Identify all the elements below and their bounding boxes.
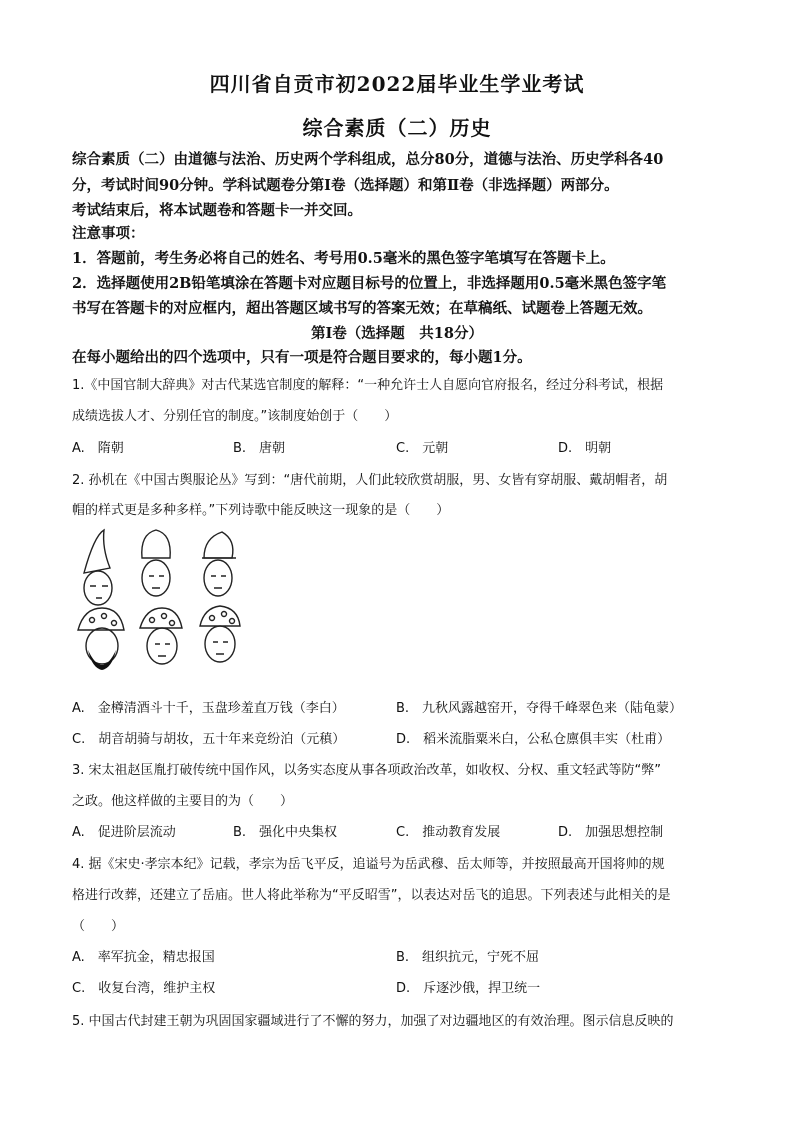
q3-option-d[interactable]: D. 加强思想控制	[558, 825, 664, 840]
notice-item-2b: 书写在答题卡的对应框内，超出答题区域书写的答案无效；在草稿纸、试题卷上答题无效。	[72, 300, 652, 317]
q4-stem-line-3: （ ）	[72, 919, 125, 934]
q3-stem-line-1: 3. 宋太祖赵匡胤打破传统中国作风，以务实态度从事各项政治改革，如收权、分权、重文轻武等防“弊”	[72, 763, 662, 778]
q1-option-d[interactable]: D. 明朝	[558, 441, 612, 456]
q1-option-c[interactable]: C. 元朝	[396, 441, 449, 456]
q4-option-d[interactable]: D. 斥逐沙俄，捍卫统一	[396, 981, 541, 996]
q2-option-a[interactable]: A. 金樽清酒斗十千，玉盘珍羞直万钱（李白）	[72, 701, 345, 716]
q2-stem-line-2: 帽的样式更是多种多样。”下列诗歌中能反映这一现象的是（ ）	[72, 503, 450, 518]
q1-stem-line-2: 成绩选拔人才、分别任官的制度。”该制度始创于（ ）	[72, 409, 398, 424]
q1-stem-line-1: 1.《中国官制大辞典》对古代某选官制度的解释：“一种允许士人自愿向官府报名，经过分科考试，根据	[72, 378, 664, 393]
q4-option-a[interactable]: A. 率军抗金，精忠报国	[72, 950, 215, 965]
q3-option-b[interactable]: B. 强化中央集权	[233, 825, 338, 840]
q2-stem-line-1: 2. 孙机在《中国古舆服论丛》写到：“唐代前期，人们此较欣赏胡服，男、女皆有穿胡服、戴胡帽者，胡	[72, 473, 668, 488]
q3-option-c[interactable]: C. 推动教育发展	[396, 825, 501, 840]
q4-option-b[interactable]: B. 组织抗元，宁死不屈	[396, 950, 540, 965]
hu-hats-illustration	[72, 528, 252, 688]
q2-option-b[interactable]: B. 九秋风露越窑开，夺得千峰翠色来（陆龟蒙）	[396, 701, 683, 716]
section-title: 第Ⅰ卷（选择题 共18分）	[311, 325, 483, 342]
intro-line-2: 分，考试时间90分钟。学科试题卷分第Ⅰ卷（选择题）和第Ⅱ卷（非选择题）两部分。	[72, 177, 619, 194]
intro-line-3: 考试结束后，将本试题卷和答题卡一并交回。	[72, 202, 362, 219]
exam-subtitle: 综合素质（二）历史	[302, 116, 492, 140]
q5-stem-line-1: 5. 中国古代封建王朝为巩固国家疆域进行了不懈的努力，加强了对边疆地区的有效治理。图示信息反映的	[72, 1014, 674, 1029]
q3-option-a[interactable]: A. 促进阶层流动	[72, 825, 176, 840]
q3-stem-line-2: 之政。他这样做的主要目的为（ ）	[72, 794, 294, 809]
intro-line-1: 综合素质（二）由道德与法治、历史两个学科组成，总分80分，道德与法治、历史学科各40	[72, 151, 664, 168]
q4-stem-line-2: 格进行改葬，还建立了岳庙。世人将此举称为“平反昭雪”，以表达对岳飞的追思。下列表述与此相关的是	[72, 888, 671, 903]
section-instruction: 在每小题给出的四个选项中，只有一项是符合题目要求的，每小题1分。	[72, 349, 532, 366]
q4-option-c[interactable]: C. 收复台湾，维护主权	[72, 981, 216, 996]
notice-item-1: 1．答题前，考生务必将自己的姓名、考号用0.5毫米的黑色签字笔填写在答题卡上。	[72, 250, 615, 267]
q2-option-c[interactable]: C. 胡音胡骑与胡妆，五十年来竞纷泊（元稹）	[72, 732, 346, 747]
q1-option-a[interactable]: A. 隋朝	[72, 441, 124, 456]
q1-option-b[interactable]: B. 唐朝	[233, 441, 286, 456]
notice-item-2a: 2．选择题使用2B铅笔填涂在答题卡对应题目标号的位置上，非选择题用0.5毫米黑色签字笔	[72, 275, 667, 292]
exam-title: 四川省自贡市初2022届毕业生学业考试	[209, 72, 585, 96]
q2-option-d[interactable]: D. 稻米流脂粟米白，公私仓廪俱丰实（杜甫）	[396, 732, 671, 747]
q4-stem-line-1: 4. 据《宋史·孝宗本纪》记载，孝宗为岳飞平反，追谥号为岳武穆、岳太师等，并按照最高开国将帅的规	[72, 857, 665, 872]
notice-title: 注意事项：	[72, 225, 145, 242]
